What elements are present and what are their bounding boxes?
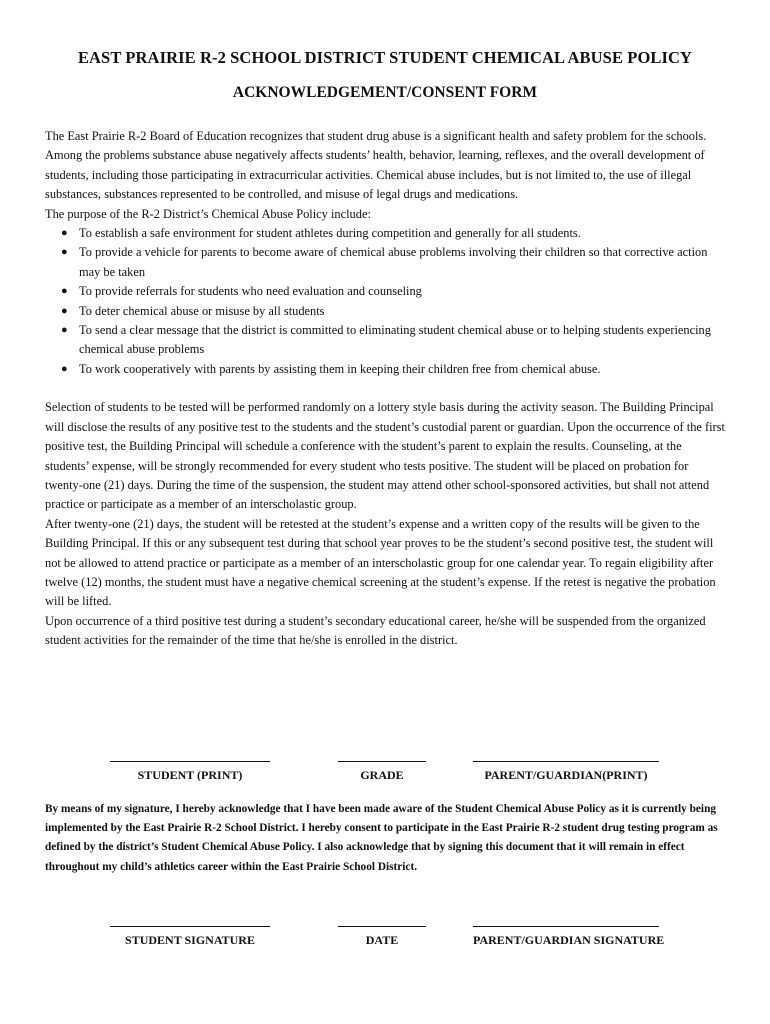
bullet-icon: ● [61, 324, 68, 337]
bullet-icon: ● [61, 246, 68, 259]
signature-line[interactable] [110, 926, 270, 927]
parent-print-label: PARENT/GUARDIAN(PRINT) [484, 768, 648, 782]
page-title: EAST PRAIRIE R-2 SCHOOL DISTRICT STUDENT CHEMICAL ABUSE POLICY [77, 48, 693, 67]
list-item: ● To send a clear message that the district is committed to eliminating student chemical abuse or to helping students experiencing chemical abuse problems [61, 323, 711, 357]
policy-body [45, 127, 725, 651]
list-item: ● To provide referrals for students who need evaluation and counseling [79, 282, 725, 301]
bullet-icon: ● [61, 362, 68, 375]
third-offense-paragraph: Upon occurrence of a third positive test during a student’s secondary educational career, he/she will be suspended from the organized student activities for the remainder of the time that he/she is enrolled in the district. [45, 613, 706, 648]
signature-row-sign [0, 926, 770, 956]
signature-line[interactable] [338, 926, 426, 927]
student-print-label: STUDENT (PRINT) [137, 768, 243, 782]
grade-label: GRADE [360, 768, 404, 782]
retest-paragraph: After twenty-one (21) days, the student will be retested at the student’s expense and a written copy of the results will be given to the Building Principal. If this or any subsequent test during that school year proves to be the student’s second positive test, the student will not be allowed to attend practice or participate as a member of an interscholastic group for one calendar year. To regain eligibility after twelve (12) months, the student must have a negative chemical screening at the student’s expense. If the retest is negative the probation will be lifted. [45, 516, 716, 609]
list-item: ● To provide a vehicle for parents to become aware of chemical abuse problems involving their children so that corrective action may be taken [61, 245, 708, 279]
intro-paragraph: The East Prairie R-2 Board of Education recognizes that student drug abuse is a significant health and safety problem for the schools. Among the problems substance abuse negatively affects students’ health, behavior, learning, reflexes, and the overall development of students, including those participating in extracurricular activities. Chemical abuse includes, but is not limited to, the use of illegal substances, substances represented to be controlled, and misuse of legal drugs and medications. [45, 129, 707, 202]
page-subtitle: ACKNOWLEDGEMENT/CONSENT FORM [232, 84, 538, 101]
parent-signature-label: PARENT/GUARDIAN SIGNATURE [473, 933, 665, 947]
signature-line[interactable] [110, 761, 270, 762]
purpose-list [45, 224, 725, 379]
signature-line[interactable] [338, 761, 426, 762]
parent-signature-field[interactable] [473, 926, 665, 948]
list-item: ● To work cooperatively with parents by assisting them in keeping their children free from chemical abuse. [79, 360, 725, 379]
date-field[interactable] [338, 926, 426, 948]
grade-field[interactable] [338, 761, 426, 783]
date-label: DATE [365, 933, 399, 947]
acknowledgement-statement: By means of my signature, I hereby acknowledge that I have been made aware of the Student Chemical Abuse Policy as it is currently being implemented by the East Prairie R-2 School District. I hereby consent to participate in the East Prairie R-2 student drug testing program as defined by the district’s Student Chemical Abuse Policy. I also acknowledge that by signing this document that it will remain in effect throughout my child’s athletics career within the East Prairie School District. [45, 803, 718, 873]
parent-print-field[interactable] [473, 761, 659, 783]
list-item: ● To deter chemical abuse or misuse by all students [79, 302, 725, 321]
signature-line[interactable] [473, 926, 659, 927]
bullet-icon: ● [61, 304, 68, 317]
bullet-icon: ● [61, 227, 68, 240]
student-signature-field[interactable] [110, 926, 270, 948]
student-signature-label: STUDENT SIGNATURE [125, 933, 255, 947]
student-print-field[interactable] [110, 761, 270, 783]
bullet-icon: ● [61, 285, 68, 298]
purpose-heading: The purpose of the R-2 District’s Chemical Abuse Policy include: [45, 206, 371, 221]
signature-row-print [0, 761, 770, 791]
selection-paragraph: Selection of students to be tested will be performed randomly on a lottery style basis during the activity season. The Building Principal will disclose the results of any positive test to the students and the student’s custodial parent or guardian. Upon the occurrence of the first positive test, the Building Principal will schedule a conference with the student’s parent to explain the results. Counseling, at the students’ expense, will be strongly recommended for every student who tests positive. The student will be placed on probation for twenty-one (21) days. During the time of the suspension, the student may attend other school-sponsored activities, but shall not attend practice or participate as a member of an interscholastic group. [45, 400, 725, 512]
signature-line[interactable] [473, 761, 659, 762]
list-item: ● To establish a safe environment for student athletes during competition and generally for all students. [79, 224, 725, 243]
